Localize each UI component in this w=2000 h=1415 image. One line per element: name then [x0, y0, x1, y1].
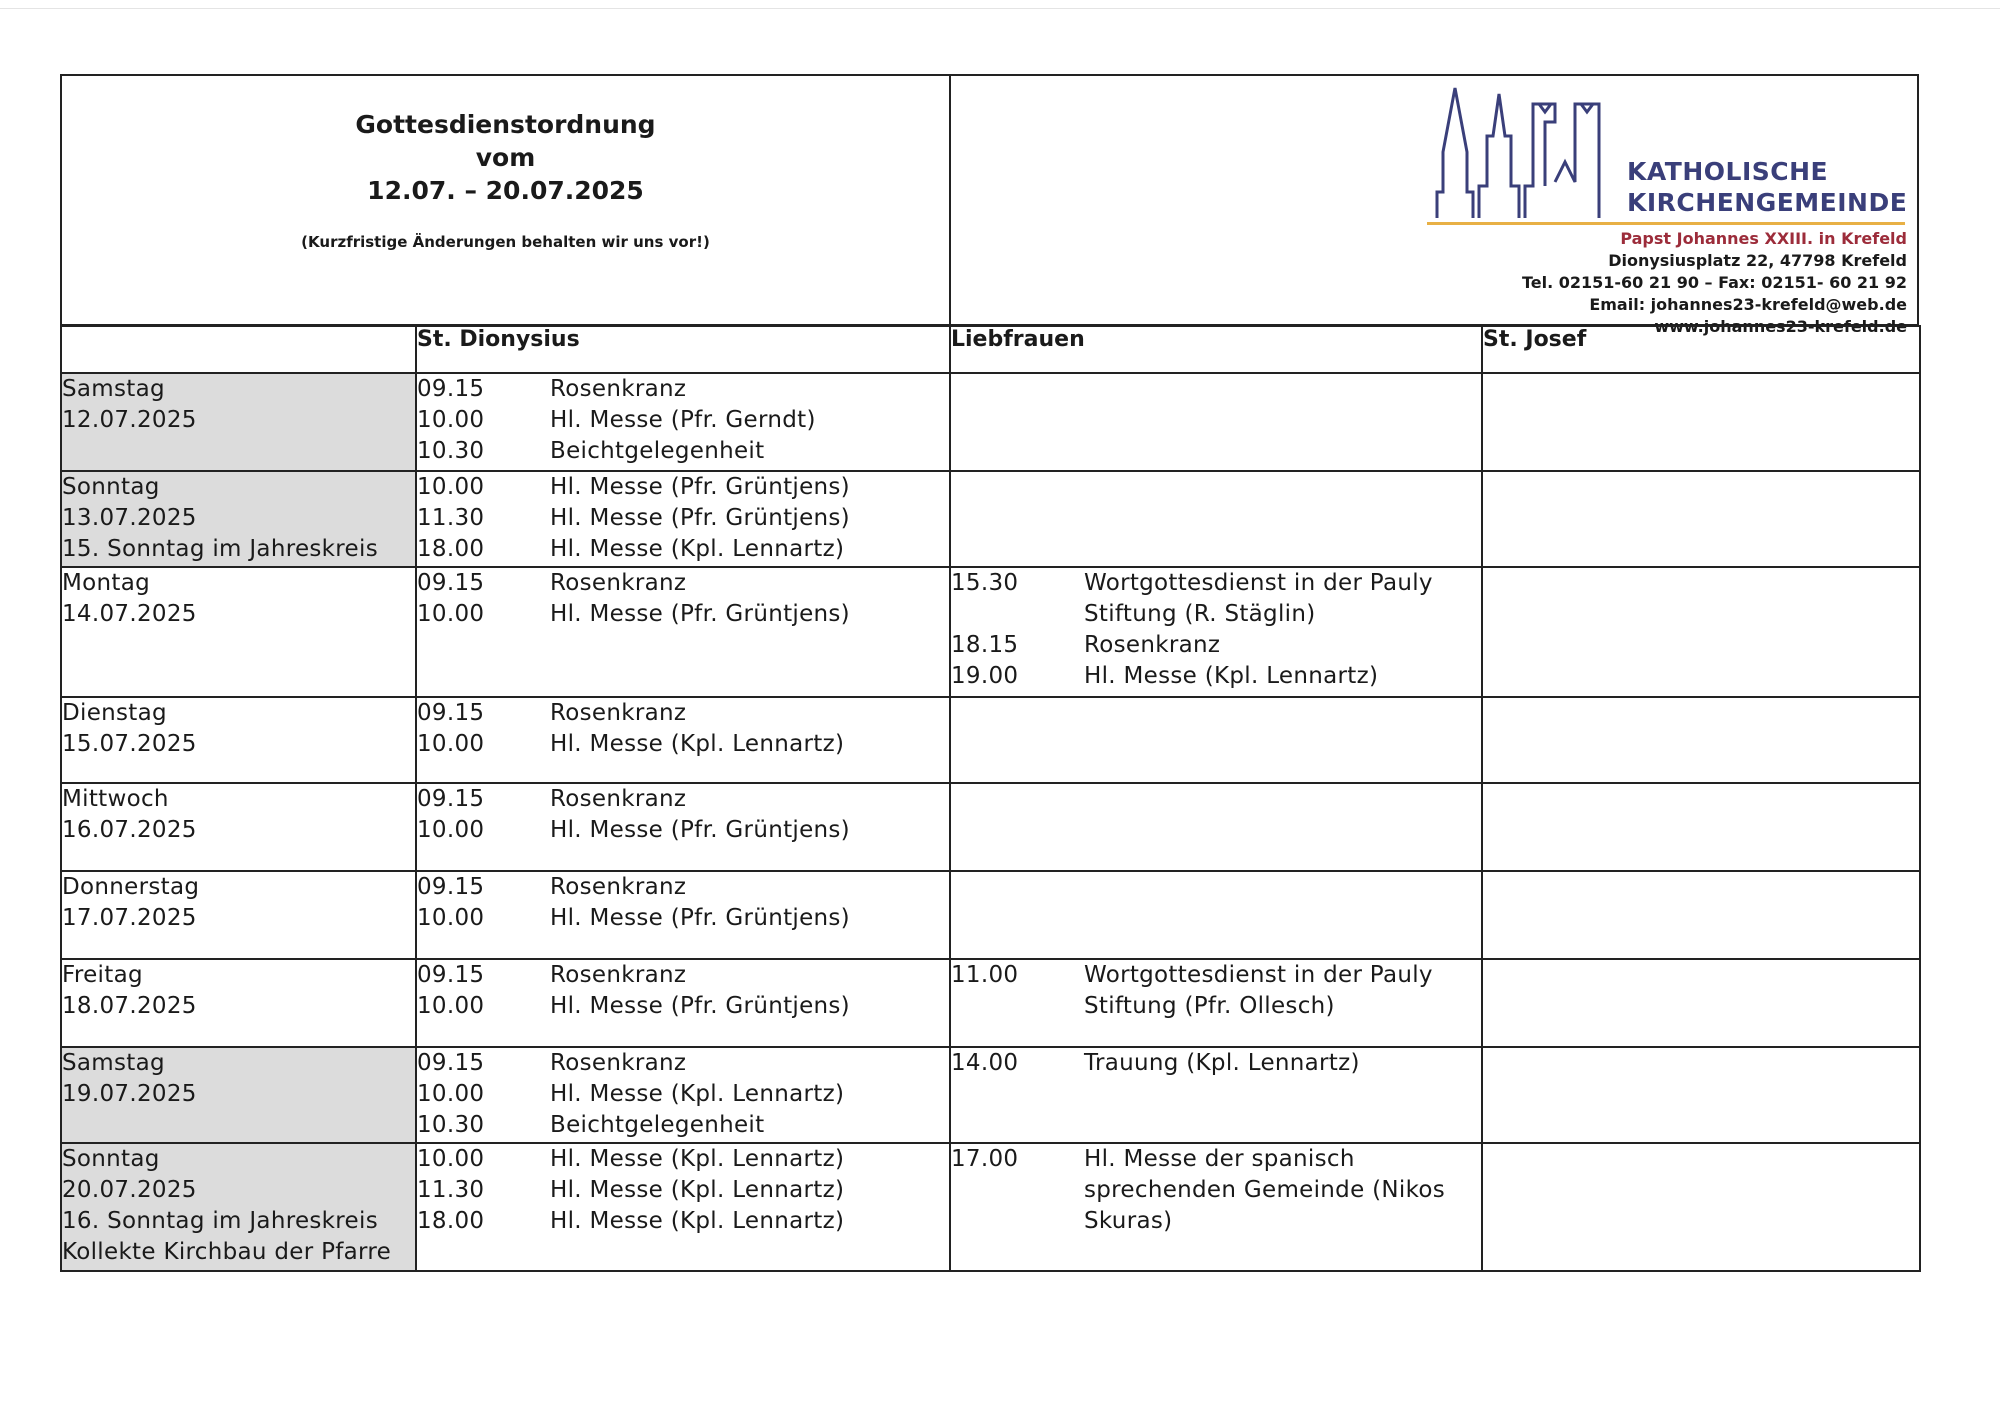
- header-title-box: [60, 74, 951, 326]
- liebfrauen-event: [951, 1144, 1481, 1237]
- email[interactable]: Email: johannes23-krefeld@web.de: [1589, 295, 1907, 314]
- event-description: Hl. Messe (Kpl. Lennartz): [1084, 663, 1379, 689]
- dionysius-event: [417, 960, 949, 991]
- event-description: Rosenkranz: [550, 962, 687, 988]
- liebfrauen-cell: [950, 373, 1482, 471]
- event-time: 14.00: [951, 1050, 1019, 1076]
- event-description: Hl. Messe (Kpl. Lennartz): [550, 731, 845, 757]
- event-time: 10.30: [417, 438, 485, 464]
- dionysius-event: [417, 1206, 949, 1237]
- dionysius-event: [417, 405, 949, 436]
- dionysius-event: [417, 1110, 949, 1141]
- page-title-vom: vom: [475, 143, 536, 172]
- day-cell-line: Samstag: [62, 1050, 165, 1076]
- schedule-row: [61, 783, 1920, 871]
- schedule-row: [61, 871, 1920, 959]
- day-cell-line: 19.07.2025: [62, 1081, 197, 1107]
- logo-line-kirchengemeinde: KIRCHENGEMEINDE: [1627, 188, 1908, 217]
- day-cell: [61, 471, 416, 567]
- event-description: Rosenkranz: [550, 570, 687, 596]
- josef-cell: [1482, 783, 1920, 871]
- dionysius-event: [417, 991, 949, 1022]
- event-time: 10.00: [417, 601, 485, 627]
- event-description: Hl. Messe (Pfr. Grüntjens): [550, 601, 850, 627]
- contact-block: [1522, 228, 1907, 338]
- column-header-josef: St. Josef: [1482, 326, 1920, 373]
- liebfrauen-cell: [950, 567, 1482, 697]
- event-description: Hl. Messe (Kpl. Lennartz): [550, 1177, 845, 1203]
- logo-divider: [1427, 222, 1905, 225]
- phone-fax: Tel. 02151-60 21 90 – Fax: 02151- 60 21 92: [1521, 273, 1907, 292]
- event-description: Hl. Messe (Kpl. Lennartz): [550, 1208, 845, 1234]
- event-description: Hl. Messe (Pfr. Grüntjens): [550, 817, 850, 843]
- event-description: Hl. Messe (Pfr. Grüntjens): [550, 905, 850, 931]
- event-description: Beichtgelegenheit: [550, 438, 765, 464]
- day-cell-line: 16.07.2025: [62, 817, 197, 843]
- day-cell: [61, 871, 416, 959]
- day-cell-line: 20.07.2025: [62, 1177, 197, 1203]
- event-description: Hl. Messe der spanisch sprechenden Gemeinde (Nikos Skuras): [1084, 1146, 1446, 1234]
- dionysius-event: [417, 436, 949, 467]
- header-logo-box: [949, 74, 1919, 336]
- event-description: Rosenkranz: [550, 786, 687, 812]
- dionysius-event: [417, 1175, 949, 1206]
- event-time: 10.00: [417, 905, 485, 931]
- dionysius-event: [417, 1079, 949, 1110]
- dionysius-event: [417, 1144, 949, 1175]
- liebfrauen-cell: [950, 959, 1482, 1047]
- josef-cell: [1482, 697, 1920, 783]
- event-time: 10.30: [417, 1112, 485, 1138]
- event-time: 10.00: [417, 817, 485, 843]
- liebfrauen-event: [951, 661, 1481, 692]
- josef-cell: [1482, 373, 1920, 471]
- column-header-liebfrauen: Liebfrauen: [950, 326, 1482, 373]
- event-time: 09.15: [417, 962, 485, 988]
- schedule-row: [61, 1143, 1920, 1271]
- event-time: 09.15: [417, 376, 485, 402]
- day-cell: [61, 567, 416, 697]
- event-description: Rosenkranz: [1084, 632, 1221, 658]
- event-time: 18.15: [951, 632, 1019, 658]
- day-cell-line: Sonntag: [62, 1146, 160, 1172]
- column-header-day: [61, 326, 416, 373]
- event-time: 17.00: [951, 1146, 1019, 1172]
- change-note: (Kurzfristige Änderungen behalten wir uns vor!): [301, 233, 710, 251]
- event-time: 09.15: [417, 700, 485, 726]
- event-time: 10.00: [417, 474, 485, 500]
- schedule-row: [61, 471, 1920, 567]
- day-cell-line: 16. Sonntag im Jahreskreis: [62, 1208, 378, 1234]
- dionysius-event: [417, 815, 949, 846]
- day-cell-line: Mittwoch: [62, 786, 169, 812]
- day-cell-line: 14.07.2025: [62, 601, 197, 627]
- event-time: 11.30: [417, 505, 485, 531]
- dionysius-cell: [416, 1047, 950, 1143]
- scan-edge-line: [0, 8, 2000, 9]
- josef-cell: [1482, 871, 1920, 959]
- event-time: 10.00: [417, 993, 485, 1019]
- day-cell-line: Samstag: [62, 376, 165, 402]
- day-cell: [61, 373, 416, 471]
- day-cell: [61, 1143, 416, 1271]
- event-time: 15.30: [951, 570, 1019, 596]
- event-time: 10.00: [417, 1146, 485, 1172]
- day-cell-line: Donnerstag: [62, 874, 200, 900]
- day-cell: [61, 783, 416, 871]
- josef-cell: [1482, 1143, 1920, 1271]
- day-cell-line: 17.07.2025: [62, 905, 197, 931]
- dionysius-event: [417, 903, 949, 934]
- event-time: 10.00: [417, 1081, 485, 1107]
- liebfrauen-cell: [950, 783, 1482, 871]
- dionysius-cell: [416, 959, 950, 1047]
- liebfrauen-cell: [950, 1143, 1482, 1271]
- liebfrauen-cell: [950, 697, 1482, 783]
- day-cell-line: Dienstag: [62, 700, 167, 726]
- event-time: 11.00: [951, 962, 1019, 988]
- day-cell: [61, 959, 416, 1047]
- dionysius-event: [417, 503, 949, 534]
- event-description: Hl. Messe (Kpl. Lennartz): [550, 1146, 845, 1172]
- dionysius-event: [417, 374, 949, 405]
- day-cell-line: Montag: [62, 570, 151, 596]
- liebfrauen-event: [951, 960, 1481, 1022]
- liebfrauen-event: [951, 568, 1481, 630]
- dionysius-event: [417, 472, 949, 503]
- liebfrauen-cell: [950, 471, 1482, 567]
- dionysius-event: [417, 872, 949, 903]
- dionysius-event: [417, 729, 949, 760]
- event-description: Hl. Messe (Kpl. Lennartz): [550, 536, 845, 562]
- schedule-row: [61, 1047, 1920, 1143]
- schedule-row: [61, 373, 1920, 471]
- event-time: 18.00: [417, 536, 485, 562]
- event-time: 09.15: [417, 786, 485, 812]
- schedule-table: [60, 325, 1921, 1272]
- event-description: Hl. Messe (Pfr. Gerndt): [550, 407, 816, 433]
- event-description: Wortgottesdienst in der Pauly Stiftung (Pfr. Ollesch): [1084, 962, 1433, 1019]
- event-description: Rosenkranz: [550, 874, 687, 900]
- josef-cell: [1482, 471, 1920, 567]
- day-cell: [61, 1047, 416, 1143]
- event-time: 09.15: [417, 1050, 485, 1076]
- column-header-dionysius: St. Dionysius: [416, 326, 950, 373]
- liebfrauen-cell: [950, 1047, 1482, 1143]
- josef-cell: [1482, 1047, 1920, 1143]
- day-cell-line: Sonntag: [62, 474, 160, 500]
- dionysius-cell: [416, 471, 950, 567]
- dionysius-cell: [416, 373, 950, 471]
- liebfrauen-event: [951, 1048, 1481, 1079]
- event-time: 19.00: [951, 663, 1019, 689]
- event-description: Rosenkranz: [550, 1050, 687, 1076]
- josef-cell: [1482, 567, 1920, 697]
- dionysius-event: [417, 698, 949, 729]
- dionysius-event: [417, 784, 949, 815]
- event-time: 18.00: [417, 1208, 485, 1234]
- event-time: 10.00: [417, 731, 485, 757]
- dionysius-cell: [416, 567, 950, 697]
- event-description: Beichtgelegenheit: [550, 1112, 765, 1138]
- dionysius-event: [417, 599, 949, 630]
- day-cell-line: 15. Sonntag im Jahreskreis: [62, 536, 378, 562]
- event-time: 09.15: [417, 874, 485, 900]
- day-cell-line: 15.07.2025: [62, 731, 197, 757]
- dionysius-cell: [416, 783, 950, 871]
- page-title-daterange: 12.07. – 20.07.2025: [367, 176, 644, 205]
- event-time: 11.30: [417, 1177, 485, 1203]
- dionysius-event: [417, 1048, 949, 1079]
- day-cell-line: 13.07.2025: [62, 505, 197, 531]
- liebfrauen-event: [951, 630, 1481, 661]
- website[interactable]: www.johannes23-krefeld.de: [1654, 317, 1907, 336]
- event-description: Rosenkranz: [550, 700, 687, 726]
- day-cell-line: 12.07.2025: [62, 407, 197, 433]
- logo-line-katholische: KATHOLISCHE: [1627, 157, 1829, 186]
- dionysius-cell: [416, 871, 950, 959]
- parish-name: Papst Johannes XXIII. in Krefeld: [1620, 229, 1907, 248]
- day-cell-line: 18.07.2025: [62, 993, 197, 1019]
- day-cell-line: Kollekte Kirchbau der Pfarre: [62, 1239, 392, 1265]
- event-time: 10.00: [417, 407, 485, 433]
- church-skyline-icon: [1427, 82, 1627, 222]
- column-header-row: [61, 326, 1920, 373]
- day-cell: [61, 697, 416, 783]
- event-description: Hl. Messe (Pfr. Grüntjens): [550, 474, 850, 500]
- josef-cell: [1482, 959, 1920, 1047]
- event-description: Trauung (Kpl. Lennartz): [1084, 1050, 1360, 1076]
- schedule-row: [61, 959, 1920, 1047]
- event-description: Hl. Messe (Pfr. Grüntjens): [550, 505, 850, 531]
- event-time: 09.15: [417, 570, 485, 596]
- dionysius-cell: [416, 1143, 950, 1271]
- day-cell-line: Freitag: [62, 962, 143, 988]
- liebfrauen-cell: [950, 871, 1482, 959]
- event-description: Hl. Messe (Kpl. Lennartz): [550, 1081, 845, 1107]
- schedule-body: [61, 373, 1920, 1271]
- event-description: Wortgottesdienst in der Pauly Stiftung (R. Stäglin): [1084, 570, 1433, 627]
- parish-logo: [1427, 82, 1908, 336]
- dionysius-event: [417, 568, 949, 599]
- address: Dionysiusplatz 22, 47798 Krefeld: [1608, 251, 1907, 270]
- dionysius-event: [417, 534, 949, 565]
- event-description: Rosenkranz: [550, 376, 687, 402]
- dionysius-cell: [416, 697, 950, 783]
- event-description: Hl. Messe (Pfr. Grüntjens): [550, 993, 850, 1019]
- schedule-row: [61, 697, 1920, 783]
- page-title: Gottesdienstordnung: [355, 110, 656, 139]
- schedule-row: [61, 567, 1920, 697]
